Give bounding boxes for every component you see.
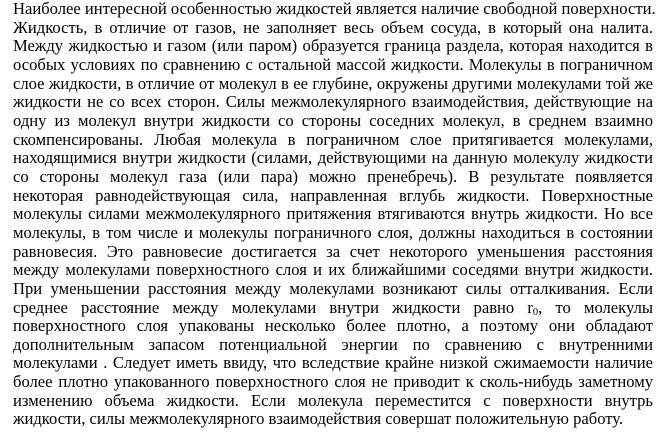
text-line: Между жидкостью и газом (или паром) образуется граница раздела, которая находится в	[13, 36, 653, 56]
text-line: Наиболее интересной особенностью жидкостей является наличие свободной поверхности.	[13, 0, 656, 18]
text-line: поверхностного слоя упакованы несколько более плотно, а поэтому они обладают	[13, 316, 653, 336]
text-line: жидкости не со всех сторон. Силы межмолекулярного взаимодействия, действующие на	[13, 92, 653, 112]
text-line-with-subscript	[13, 299, 653, 318]
document-body	[13, 0, 656, 429]
subscript: 0	[532, 306, 539, 318]
text-line: При уменьшении расстояния между молекулами возникают силы отталкивания. Если	[13, 278, 653, 298]
text-line: молекулы, в том числе и молекулы пограничного слоя, должны находиться в состоянии	[13, 222, 653, 242]
text-fragment: , то молекулы	[538, 297, 653, 317]
text-line: равновесия. Это равновесие достигается за счет некоторого уменьшения расстояния	[13, 241, 653, 261]
text-line: некоторая равнодействующая сила, направленная вглубь жидкости. Поверхностные	[13, 185, 653, 205]
text-line: молекулы силами межмолекулярного притяжения втягиваются внутрь жидкости. Но все	[13, 204, 653, 224]
text-line: скомпенсированы. Любая молекула в пограничном слое притягивается молекулами,	[13, 129, 653, 149]
text-line: изменению объема жидкости. Если молекула переместится с поверхности внутрь	[13, 390, 653, 410]
text-line: молекулами . Следует иметь ввиду, что вследствие крайне низкой сжимаемости наличие	[13, 353, 653, 373]
text-line: жидкости, силы межмолекулярного взаимодействия совершат положительную работу.	[13, 409, 624, 429]
text-line: слое жидкости, в отличие от молекул в ее глубине, окружены другими молекулами той же	[13, 73, 653, 93]
text-line: особых условиях по сравнению с остальной массой жидкости. Молекулы в пограничном	[13, 54, 653, 74]
text-line: со стороны молекул газа (или пара) можно пренебречь). В результате появляется	[13, 166, 653, 186]
text-line: находящимися внутри жидкости (силами, действующими на данную молекулу жидкости	[13, 148, 653, 168]
text-line: Жидкость, в отличие от газов, не заполняет весь объем сосуда, в который она налита.	[13, 17, 653, 37]
text-line: дополнительным запасом потенциальной энергии по сравнению с внутренними	[13, 334, 653, 354]
text-fragment: среднее расстояние между молекулами внутри жидкости равно r	[13, 297, 533, 317]
text-line: более плотно упакованного поверхностного слоя не приводит к сколь-нибудь заметному	[13, 372, 653, 392]
text-line: одну из молекул внутри жидкости со стороны соседних молекул, в среднем взаимно	[13, 110, 653, 130]
text-line: между молекулами поверхностного слоя и их ближайшими соседями внутри жидкости.	[13, 260, 653, 280]
